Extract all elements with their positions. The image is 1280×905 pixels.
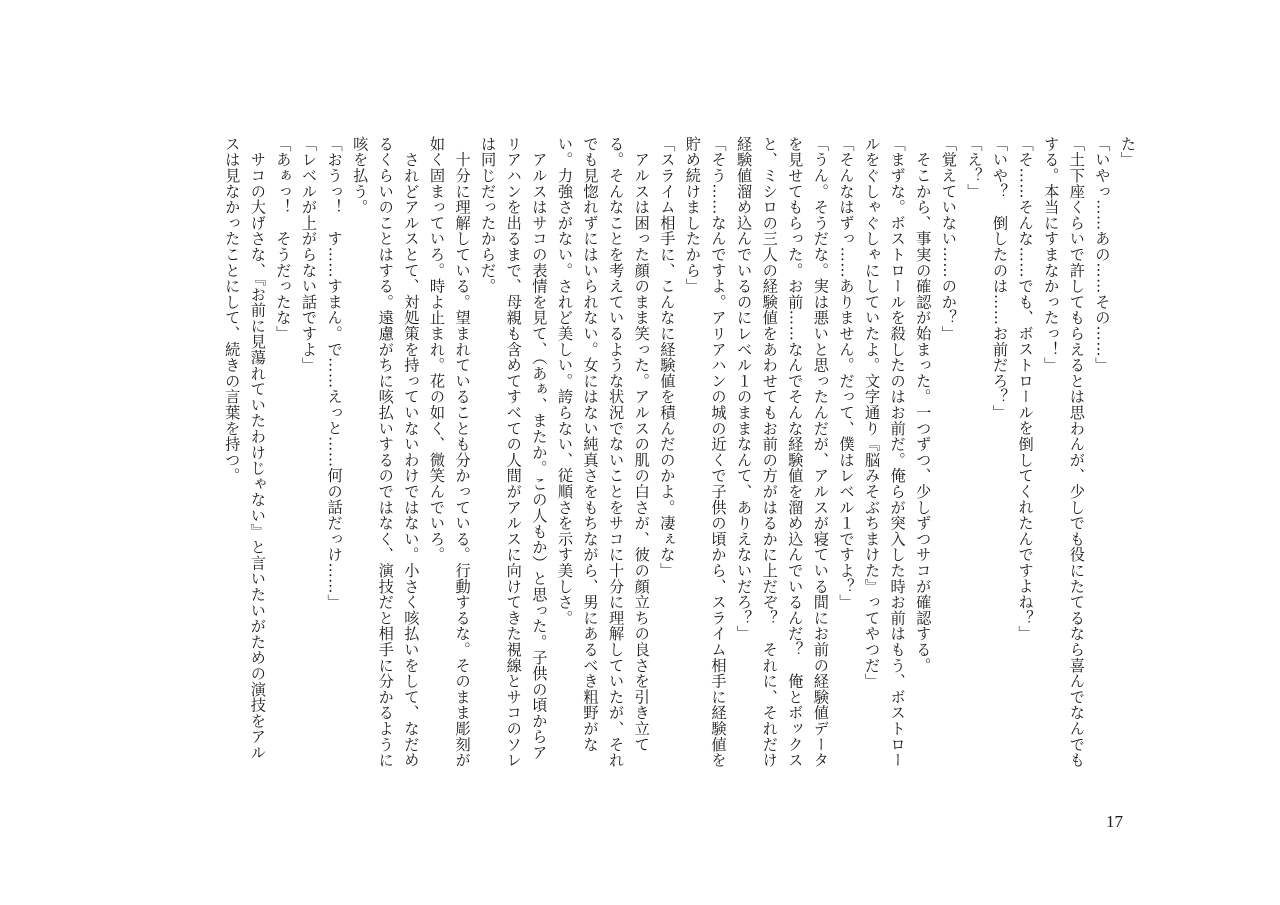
text-line: 「そう……なんですよ。アリアハンの城の近くで子供の頃から、スライム相手に経験値を貯め続けましたから」 — [683, 136, 728, 768]
text-line: 「レベルが上がらない話ですよ」 — [300, 136, 318, 373]
text-line: そこから、事実の確認が始まった。一つずつ、少しずつサコが確認する。 — [914, 136, 933, 674]
text-line: 「そ……そんな……でも、ボストロールを倒してくれたんですよね？」 — [1016, 136, 1035, 642]
text-line: 十分に理解している。望まれていることも分かっている。行動するな。そのまま彫刻が如く固まっていろ。時よ止まれ。花の如く、微笑んでいろ。 — [427, 136, 472, 768]
text-line: た」 — [1119, 136, 1137, 168]
text-line: 「え？」 — [965, 136, 984, 200]
vertical-text-body — [219, 136, 1140, 776]
text-line: アルスはサコの表情を見て、（あぁ、またか。この人もか）と思った。子供の頃からアリアハンを出るまで、母親も含めてすべての人間がアルスに向けてきた視線とサコのソレは同じだったからだ。 — [479, 136, 549, 768]
text-line: 「まずな。ボストロールを殺したのはお前だ。俺らが突入した時お前はもう、ボストロールをぐしゃぐしゃにしていたよ。文字通り『脳みそぶちまけた』ってやつだ」 — [863, 136, 907, 768]
text-line: アルスは困った顔のまま笑った。アルスの肌の白さが、彼の顔立ちの良さを引き立てる。そんなことを考えているような状況でないことをサコに十分に理解していたが、それでも見惚れずにはいられない。女にはない純真さをもちながら、男にあるべき粗野がない。力強さがない。されど美しい。誇らない、従順さを示す美しさ。 — [555, 136, 651, 768]
page-number: 17 — [1106, 812, 1123, 831]
text-line: 「おうっ！ す……すまん。で……えっと……何の話だっけ……」 — [325, 136, 344, 610]
text-line: 「そんなはずっ……ありません。だって、僕はレベル１ですよ？」 — [837, 136, 856, 610]
text-line: 「土下座くらいで許してもらえるとは思わんが、少しでも役にたてるなら喜んでなんでもする。本当にすまなかったっ！」 — [1042, 136, 1086, 768]
text-line: サコの大げさな、『お前に見蕩れていたわけじゃない』と言いたいがための演技をアルスは見なかったことにして、続きの言葉を持つ。 — [223, 136, 267, 761]
text-line: されどアルスとて、対処策を持っていないわけではない。小さく咳払いをして、なだめるくらいのことはする。遠慮がちに咳払いするのではなく、演技だと相手に分かるように咳を払う。 — [351, 136, 421, 768]
text-line: 「スライム相手に、こんなに経験値を積んだのかよ。凄ぇな」 — [658, 136, 677, 579]
text-line: 「あぁっ！ そうだったな」 — [274, 136, 293, 342]
text-line: 「うん。そうだな。実は悪いと思ったんだが、アルスが寝ている間にお前の経験値データを見せてもらった。お前……なんでそんな経験値を溜め込んでいるんだ？ 俺とボックスと、ミシロの三人の経験値をあわせてもお前の方がはるかに上だぞ？ それに、それだけ経験値溜め込んでいるのにレベル１のままなんて、ありえないだろ？」 — [735, 136, 830, 768]
text-line: 「覚えていない……のか？」 — [939, 136, 958, 342]
text-line: 「いやっ……あの……その……」 — [1093, 136, 1112, 373]
text-line: 「いや？ 倒したのは……お前だろ？」 — [991, 136, 1010, 421]
